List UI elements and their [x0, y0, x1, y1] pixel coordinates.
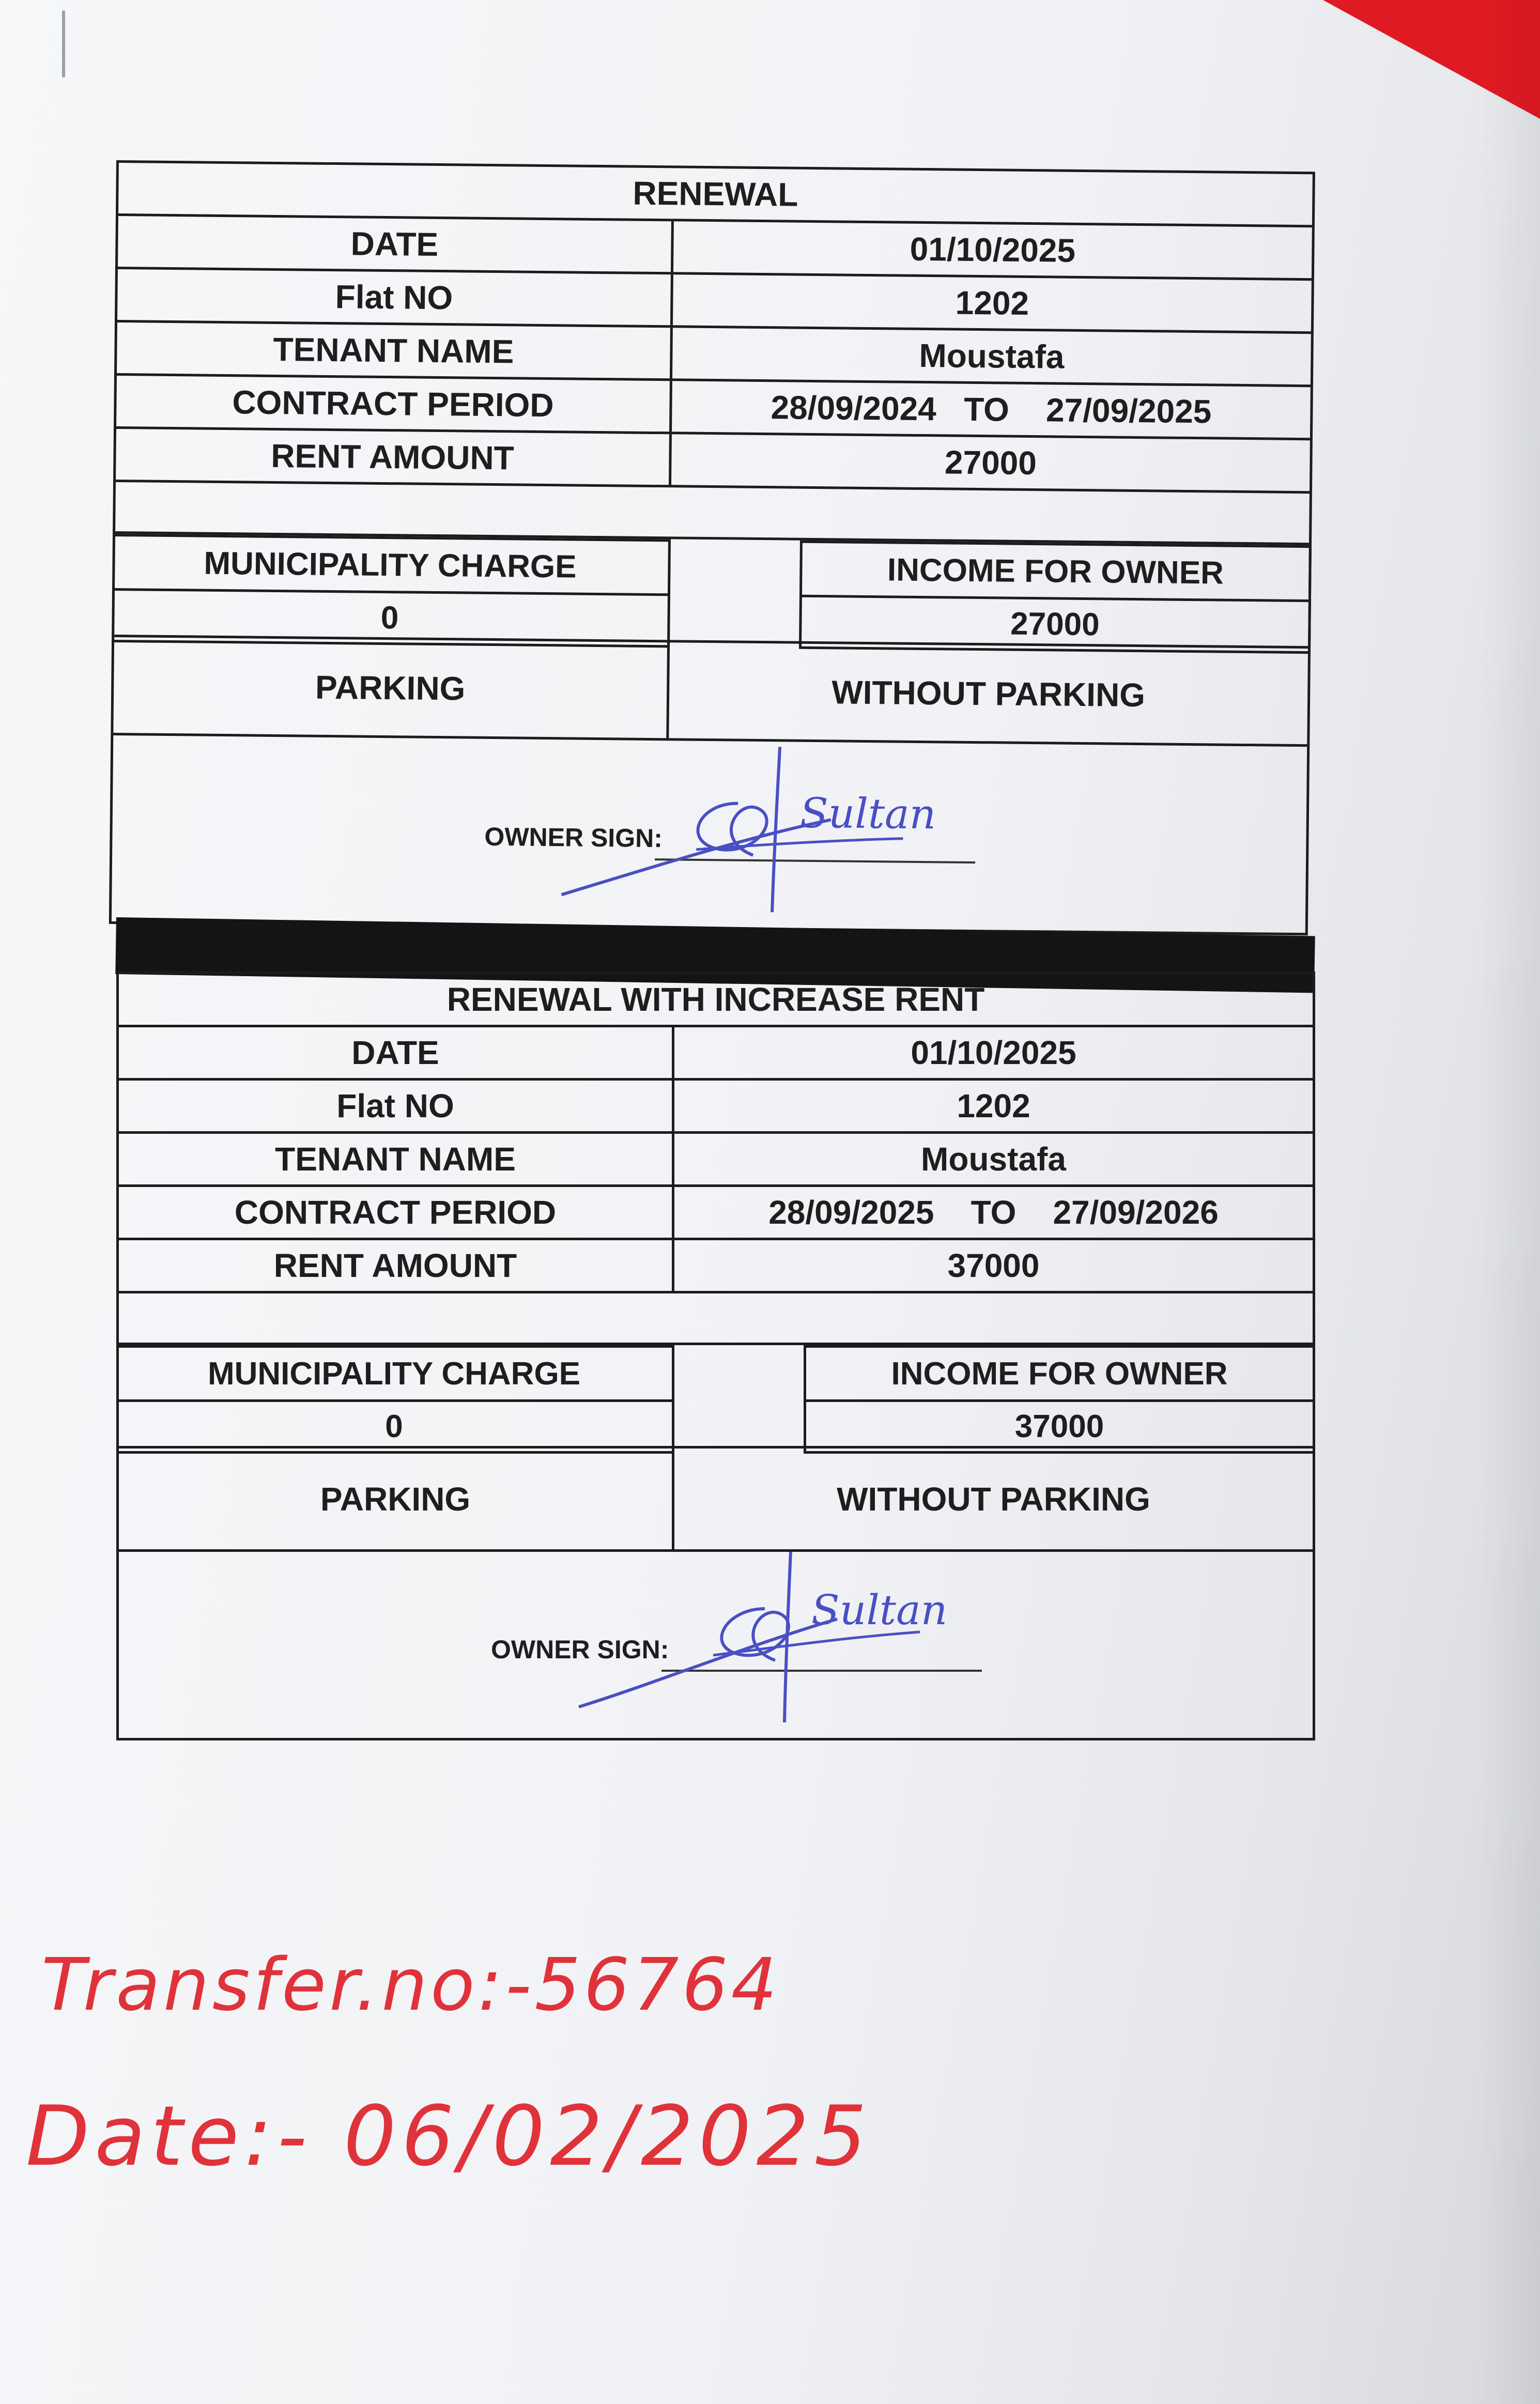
municipality-charge-value: 0 [116, 1399, 672, 1451]
income-for-owner-value: 27000 [802, 595, 1308, 651]
tenant-name-value: Moustafa [919, 336, 1065, 376]
increase-row-period [119, 1187, 1313, 1240]
charges-block [113, 534, 1309, 747]
spacer-row [119, 1293, 1313, 1345]
signature-text: Sultan [811, 1586, 948, 1634]
increase-row-rent [119, 1240, 1313, 1293]
owner-sign-label: OWNER SIGN: [491, 1635, 669, 1664]
income-for-owner-value: 37000 [806, 1399, 1313, 1451]
handwritten-date-note: Date:- 06/02/2025 [26, 2088, 872, 2184]
flat-no-label: Flat NO [119, 1081, 674, 1131]
rent-amount-value: 27000 [944, 443, 1037, 482]
contract-period-label: CONTRACT PERIOD [116, 376, 672, 432]
renewal-increase-title: RENEWAL WITH INCREASE RENT [446, 981, 985, 1018]
flat-no-label: Flat NO [117, 269, 673, 325]
municipality-charge-box [112, 534, 671, 648]
owner-sign-area [119, 1552, 1313, 1738]
flat-no-value: 1202 [955, 284, 1029, 322]
parking-label: PARKING [113, 637, 670, 738]
parking-row [119, 1446, 1313, 1549]
income-for-owner-box [799, 541, 1312, 654]
municipality-charge-value: 0 [112, 588, 668, 645]
parking-value: WITHOUT PARKING [837, 1480, 1150, 1518]
page-shadow [1478, 0, 1540, 2404]
municipality-charge-label: MUNICIPALITY CHARGE [207, 1355, 581, 1392]
income-for-owner-label: INCOME FOR OWNER [887, 551, 1224, 591]
rent-amount-value: 37000 [947, 1247, 1040, 1284]
owner-sign-label: OWNER SIGN: [484, 822, 663, 853]
renewal-increase-title-row [119, 974, 1313, 1027]
municipality-charge-label: MUNICIPALITY CHARGE [204, 545, 577, 585]
increase-row-date [119, 1027, 1313, 1081]
tenant-name-label: TENANT NAME [117, 322, 673, 378]
parking-row [113, 635, 1308, 744]
stray-pen-mark [62, 10, 65, 78]
renewal-increase-form [116, 972, 1315, 1740]
tenant-name-value: Moustafa [921, 1141, 1066, 1178]
rent-amount-label: RENT AMOUNT [119, 1240, 674, 1291]
date-label: DATE [118, 216, 674, 272]
income-for-owner-label: INCOME FOR OWNER [891, 1355, 1228, 1392]
flat-no-value: 1202 [957, 1087, 1030, 1124]
rent-amount-label: RENT AMOUNT [116, 429, 672, 485]
date-value: 01/10/2025 [910, 230, 1076, 269]
renewal-title: RENEWAL [633, 174, 798, 213]
contract-period-value: 28/09/2025 TO 27/09/2026 [768, 1194, 1219, 1231]
contract-period-value: 28/09/2024 TO 27/09/2025 [771, 389, 1212, 430]
owner-signature [541, 739, 1007, 930]
parking-label: PARKING [119, 1448, 674, 1549]
increase-row-flat [119, 1081, 1313, 1134]
income-for-owner-box [804, 1345, 1315, 1454]
municipality-charge-box [116, 1345, 674, 1454]
increase-row-tenant [119, 1134, 1313, 1187]
charges-block [119, 1345, 1313, 1552]
handwritten-transfer-note: Transfer.no:-56764 [41, 1943, 780, 2027]
renewal-form [109, 160, 1315, 935]
parking-value: WITHOUT PARKING [831, 673, 1146, 714]
contract-period-label: CONTRACT PERIOD [119, 1187, 674, 1238]
date-value: 01/10/2025 [911, 1034, 1076, 1071]
tenant-name-label: TENANT NAME [119, 1134, 674, 1184]
owner-signature [548, 1552, 1013, 1738]
owner-sign-area [112, 735, 1307, 933]
signature-text: Sultan [799, 789, 936, 839]
date-label: DATE [119, 1027, 674, 1078]
